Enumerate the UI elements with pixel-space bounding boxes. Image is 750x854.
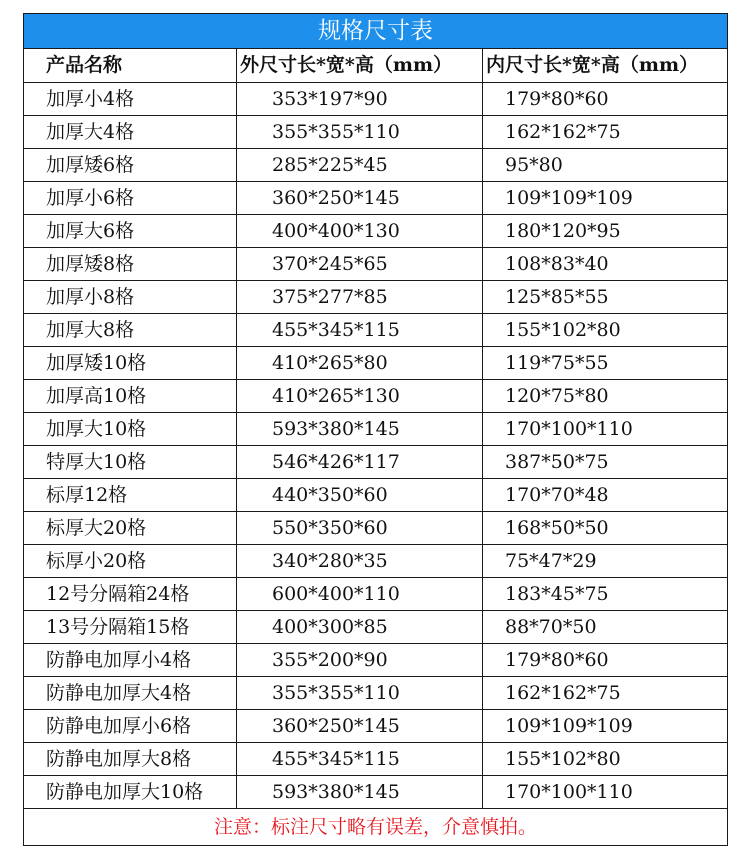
table-row <box>24 149 728 182</box>
product-name-cell: 加厚小8格 <box>24 281 237 314</box>
inner-size-cell: 119*75*55 <box>483 347 728 380</box>
outer-size-cell: 360*250*145 <box>237 182 483 215</box>
table-row <box>24 83 728 116</box>
product-name-cell: 加厚大4格 <box>24 116 237 149</box>
product-name-cell: 防静电加厚小4格 <box>24 644 237 677</box>
product-name-cell: 加厚矮8格 <box>24 248 237 281</box>
inner-size-cell: 168*50*50 <box>483 512 728 545</box>
outer-size-cell: 593*380*145 <box>237 776 483 809</box>
product-name-cell: 防静电加厚小6格 <box>24 710 237 743</box>
table-row <box>24 677 728 710</box>
inner-size-cell: 387*50*75 <box>483 446 728 479</box>
table-row <box>24 182 728 215</box>
outer-size-cell: 440*350*60 <box>237 479 483 512</box>
inner-size-cell: 183*45*75 <box>483 578 728 611</box>
inner-size-cell: 179*80*60 <box>483 83 728 116</box>
product-name-cell: 13号分隔箱15格 <box>24 611 237 644</box>
outer-size-cell: 600*400*110 <box>237 578 483 611</box>
outer-size-cell: 355*355*110 <box>237 677 483 710</box>
inner-size-cell: 88*70*50 <box>483 611 728 644</box>
table-title-row <box>24 14 728 49</box>
table-row <box>24 710 728 743</box>
inner-size-cell: 120*75*80 <box>483 380 728 413</box>
table-row <box>24 281 728 314</box>
header-inner-size: 内尺寸长*宽*高（mm） <box>483 49 728 83</box>
header-outer-size: 外尺寸长*宽*高（mm） <box>237 49 483 83</box>
table-row <box>24 545 728 578</box>
inner-size-cell: 109*109*109 <box>483 182 728 215</box>
table-title: 规格尺寸表 <box>24 14 728 49</box>
inner-size-cell: 180*120*95 <box>483 215 728 248</box>
inner-size-cell: 162*162*75 <box>483 677 728 710</box>
product-name-cell: 加厚矮10格 <box>24 347 237 380</box>
table-row <box>24 644 728 677</box>
outer-size-cell: 355*200*90 <box>237 644 483 677</box>
product-name-cell: 加厚大8格 <box>24 314 237 347</box>
table-row <box>24 512 728 545</box>
product-name-cell: 标厚大20格 <box>24 512 237 545</box>
outer-size-cell: 355*355*110 <box>237 116 483 149</box>
outer-size-cell: 400*400*130 <box>237 215 483 248</box>
product-name-cell: 防静电加厚大8格 <box>24 743 237 776</box>
table-row <box>24 215 728 248</box>
inner-size-cell: 179*80*60 <box>483 644 728 677</box>
outer-size-cell: 370*245*65 <box>237 248 483 281</box>
product-name-cell: 加厚小6格 <box>24 182 237 215</box>
outer-size-cell: 410*265*130 <box>237 380 483 413</box>
inner-size-cell: 170*100*110 <box>483 776 728 809</box>
inner-size-cell: 75*47*29 <box>483 545 728 578</box>
inner-size-cell: 155*102*80 <box>483 314 728 347</box>
table-row <box>24 743 728 776</box>
outer-size-cell: 375*277*85 <box>237 281 483 314</box>
table-row <box>24 776 728 809</box>
inner-size-cell: 162*162*75 <box>483 116 728 149</box>
table-row <box>24 578 728 611</box>
inner-size-cell: 108*83*40 <box>483 248 728 281</box>
outer-size-cell: 353*197*90 <box>237 83 483 116</box>
table-header-row <box>24 49 728 83</box>
inner-size-cell: 95*80 <box>483 149 728 182</box>
product-name-cell: 标厚12格 <box>24 479 237 512</box>
outer-size-cell: 550*350*60 <box>237 512 483 545</box>
size-tolerance-note: 注意：标注尺寸略有误差，介意慎拍。 <box>24 809 728 846</box>
product-name-cell: 加厚大10格 <box>24 413 237 446</box>
table-row <box>24 116 728 149</box>
table-row <box>24 347 728 380</box>
product-name-cell: 加厚矮6格 <box>24 149 237 182</box>
spec-size-table <box>23 13 728 846</box>
inner-size-cell: 155*102*80 <box>483 743 728 776</box>
product-name-cell: 加厚高10格 <box>24 380 237 413</box>
table-row <box>24 380 728 413</box>
product-name-cell: 加厚大6格 <box>24 215 237 248</box>
outer-size-cell: 455*345*115 <box>237 314 483 347</box>
product-name-cell: 加厚小4格 <box>24 83 237 116</box>
product-name-cell: 12号分隔箱24格 <box>24 578 237 611</box>
product-name-cell: 防静电加厚大4格 <box>24 677 237 710</box>
outer-size-cell: 400*300*85 <box>237 611 483 644</box>
outer-size-cell: 410*265*80 <box>237 347 483 380</box>
product-name-cell: 标厚小20格 <box>24 545 237 578</box>
outer-size-cell: 546*426*117 <box>237 446 483 479</box>
table-row <box>24 314 728 347</box>
inner-size-cell: 125*85*55 <box>483 281 728 314</box>
table-row <box>24 479 728 512</box>
header-product-name: 产品名称 <box>24 49 237 83</box>
inner-size-cell: 170*100*110 <box>483 413 728 446</box>
inner-size-cell: 170*70*48 <box>483 479 728 512</box>
product-name-cell: 防静电加厚大10格 <box>24 776 237 809</box>
outer-size-cell: 360*250*145 <box>237 710 483 743</box>
table-row <box>24 446 728 479</box>
product-name-cell: 特厚大10格 <box>24 446 237 479</box>
table-row <box>24 413 728 446</box>
outer-size-cell: 455*345*115 <box>237 743 483 776</box>
note-row <box>24 809 728 846</box>
inner-size-cell: 109*109*109 <box>483 710 728 743</box>
table-row <box>24 248 728 281</box>
outer-size-cell: 593*380*145 <box>237 413 483 446</box>
outer-size-cell: 340*280*35 <box>237 545 483 578</box>
outer-size-cell: 285*225*45 <box>237 149 483 182</box>
table-row <box>24 611 728 644</box>
